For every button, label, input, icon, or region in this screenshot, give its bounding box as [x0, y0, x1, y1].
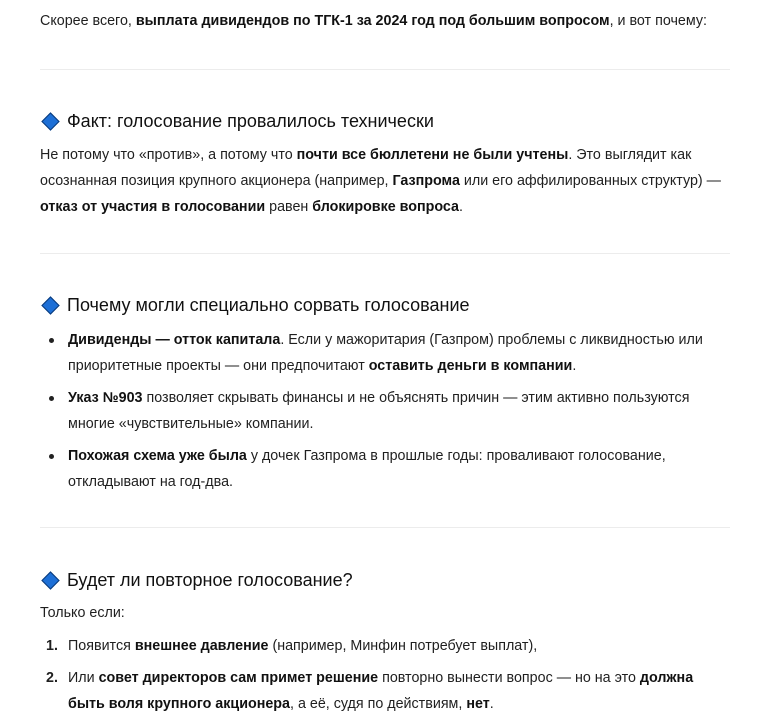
bold-text: должна быть воля крупного акционера [68, 670, 694, 712]
bold-text: совет директоров сам примет решение [98, 670, 379, 686]
text: Скорее всего, [40, 13, 136, 29]
bold-text: блокировке вопроса [312, 199, 460, 215]
divider [40, 253, 730, 254]
item-number: 2. [46, 670, 58, 686]
section-heading [40, 568, 353, 592]
text: Появится [68, 638, 135, 654]
heading-text: Будет ли повторное голосование? [67, 570, 353, 590]
list-item [40, 327, 730, 379]
text: . [459, 199, 463, 215]
bold-text: нет [466, 696, 490, 712]
list-item [40, 633, 730, 659]
section-heading [40, 293, 470, 317]
text: Или [68, 670, 99, 686]
heading-text: Факт: голосование провалилось технически [67, 111, 434, 131]
item-text [68, 638, 537, 654]
item-text [68, 670, 693, 712]
section-heading [40, 109, 434, 133]
item-number: 1. [46, 638, 58, 654]
text: позволяет скрывать финансы и не объяснять причин — этим активно пользуются многие «чувствительные» компании. [68, 390, 690, 432]
bold-text: Указ №903 [68, 390, 143, 406]
divider [40, 69, 730, 70]
bold-text: почти все бюллетени не были учтены [296, 147, 569, 163]
intro-paragraph [40, 8, 707, 34]
fact-paragraph [40, 142, 730, 220]
text: (например, Минфин потребует выплат), [268, 638, 538, 654]
text: или его аффилированных структур) — [459, 173, 721, 189]
list-item [40, 385, 730, 437]
blue-diamond-icon [41, 112, 59, 130]
blue-diamond-icon [41, 296, 59, 314]
heading-text: Почему могли специально сорвать голосование [67, 295, 470, 315]
conditions-list [40, 633, 730, 723]
text: . [572, 358, 577, 374]
bold-text: Похожая схема уже была [68, 448, 247, 464]
bold-text: выплата дивидендов по ТГК-1 за 2024 год под большим вопросом [135, 13, 610, 29]
text: . Если у мажоритария (Газпром) проблемы с ликвидностью или приоритетные проекты — они предпочитают [68, 332, 703, 374]
bold-text: Газпрома [392, 173, 460, 189]
text: . [489, 696, 494, 712]
bold-text: оставить деньги в компании [368, 358, 573, 374]
text: равен [265, 199, 313, 215]
text: Не потому что «против», а потому что [40, 147, 297, 163]
bold-text: внешнее давление [134, 638, 269, 654]
divider [40, 527, 730, 528]
bold-text: Дивиденды — отток капитала [68, 332, 281, 348]
text: , и вот почему: [609, 13, 707, 29]
text: , а её, судя по действиям, [290, 696, 467, 712]
text: . Это выглядит как осознанная позиция крупного акционера (например, [40, 147, 692, 189]
bold-text: отказ от участия в голосовании [40, 199, 266, 215]
list-item [40, 443, 730, 495]
lead-text: Только если: [40, 605, 125, 621]
text: у дочек Газпрома в прошлые годы: проваливают голосование, откладывают на год-два. [68, 448, 666, 490]
blue-diamond-icon [41, 571, 59, 589]
list-item [40, 665, 730, 717]
reasons-list [40, 327, 730, 501]
text: повторно вынести вопрос — но на это [378, 670, 640, 686]
